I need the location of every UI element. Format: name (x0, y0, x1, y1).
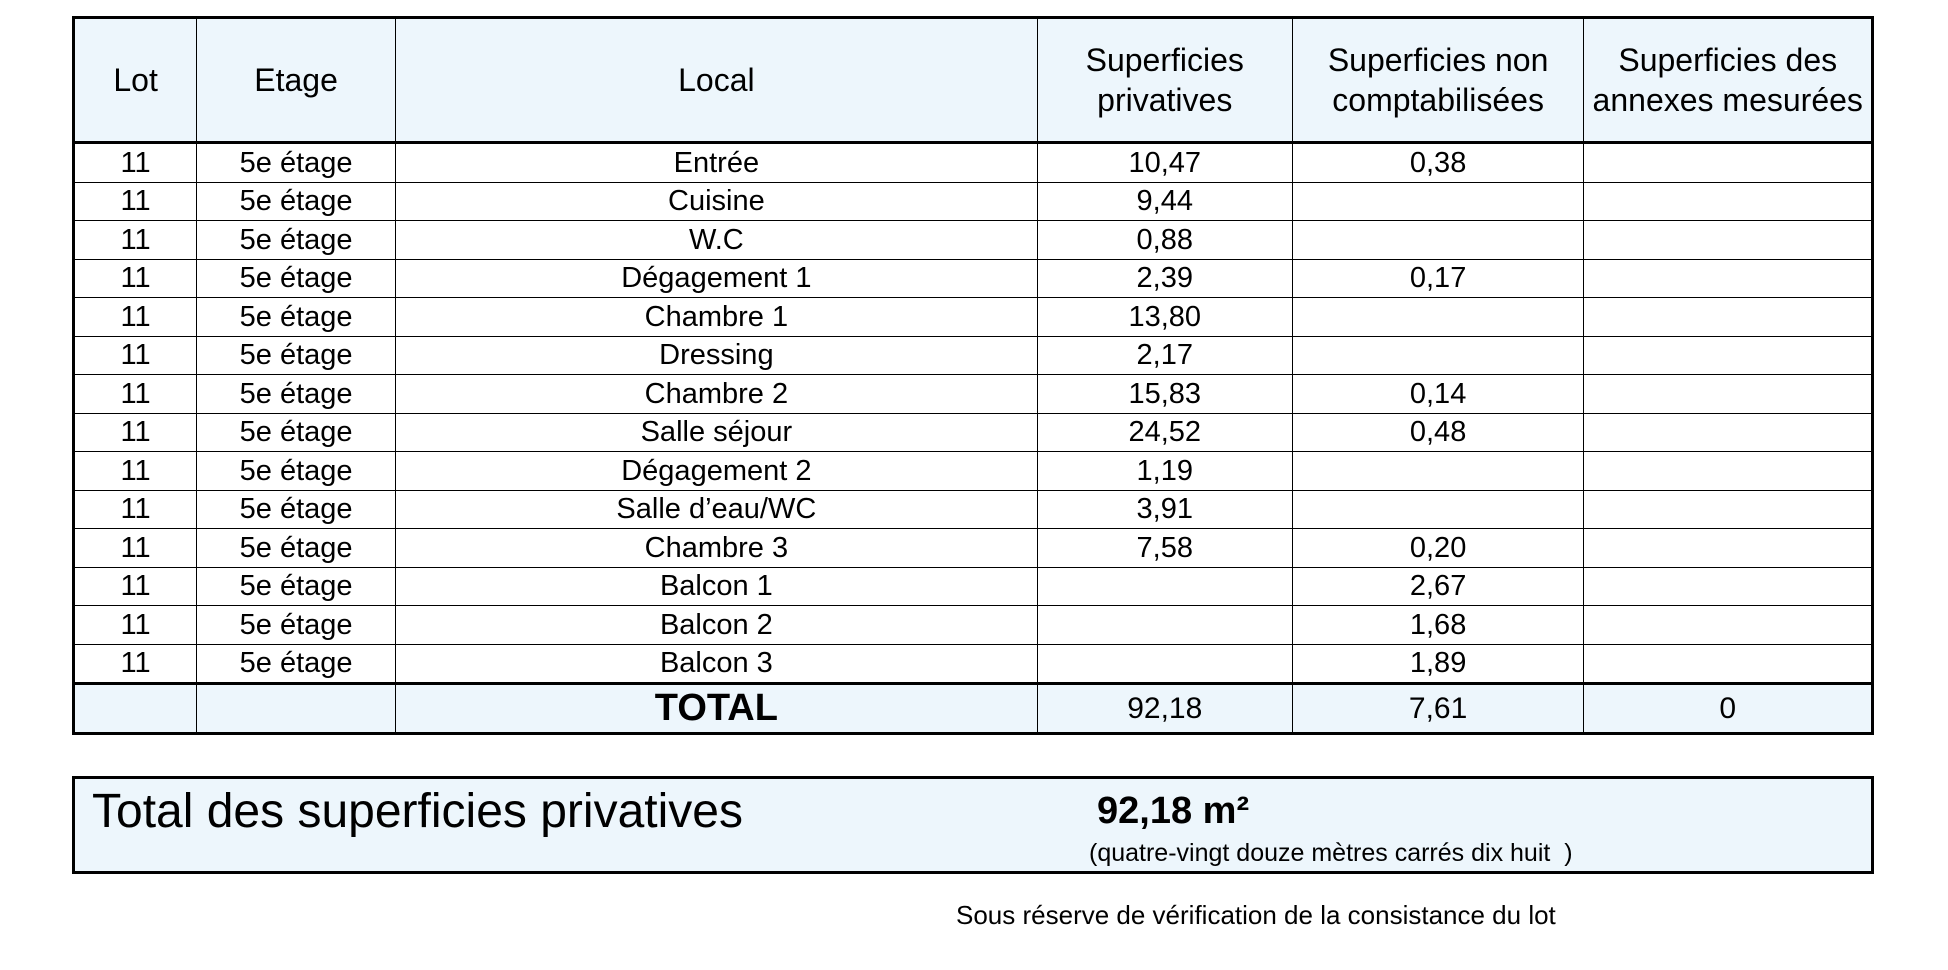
annexes-cell (1584, 143, 1873, 183)
lot-cell: 11 (74, 143, 197, 183)
privatives-cell: 2,39 (1037, 259, 1292, 298)
annexes-cell (1584, 644, 1873, 684)
lot-cell: 11 (74, 375, 197, 414)
table-row (74, 221, 1873, 260)
privatives-cell: 3,91 (1037, 490, 1292, 529)
etage-cell: 5e étage (197, 606, 396, 645)
etage-cell: 5e étage (197, 375, 396, 414)
table-row (74, 259, 1873, 298)
header-etage: Etage (197, 18, 396, 143)
privatives-cell (1037, 606, 1292, 645)
privatives-cell (1037, 644, 1292, 684)
lot-cell: 11 (74, 529, 197, 568)
lot-cell: 11 (74, 182, 197, 221)
privatives-cell: 15,83 (1037, 375, 1292, 414)
annexes-cell (1584, 298, 1873, 337)
local-cell: Chambre 3 (395, 529, 1037, 568)
non-comptabilisees-cell (1292, 452, 1584, 491)
local-cell: Dressing (395, 336, 1037, 375)
local-cell: Dégagement 1 (395, 259, 1037, 298)
privatives-cell: 24,52 (1037, 413, 1292, 452)
annexes-cell (1584, 606, 1873, 645)
privatives-cell: 9,44 (1037, 182, 1292, 221)
etage-cell: 5e étage (197, 336, 396, 375)
annexes-cell (1584, 375, 1873, 414)
lot-cell: 11 (74, 606, 197, 645)
etage-cell: 5e étage (197, 567, 396, 606)
etage-cell: 5e étage (197, 529, 396, 568)
etage-cell: 5e étage (197, 259, 396, 298)
non-comptabilisees-cell (1292, 182, 1584, 221)
footer-note: Sous réserve de vérification de la consistance du lot (956, 900, 1556, 930)
table-row (74, 452, 1873, 491)
local-cell: Balcon 2 (395, 606, 1037, 645)
surface-table (72, 16, 1874, 735)
table-body (74, 143, 1873, 684)
non-comptabilisees-cell: 0,48 (1292, 413, 1584, 452)
non-comptabilisees-cell: 0,17 (1292, 259, 1584, 298)
table-row (74, 336, 1873, 375)
privatives-cell: 2,17 (1037, 336, 1292, 375)
etage-cell: 5e étage (197, 644, 396, 684)
etage-cell: 5e étage (197, 182, 396, 221)
etage-cell: 5e étage (197, 413, 396, 452)
total-lot-cell (74, 684, 197, 734)
lot-cell: 11 (74, 298, 197, 337)
local-cell: Chambre 2 (395, 375, 1037, 414)
etage-cell: 5e étage (197, 221, 396, 260)
annexes-cell (1584, 336, 1873, 375)
privatives-cell: 0,88 (1037, 221, 1292, 260)
header-local: Local (395, 18, 1037, 143)
etage-cell: 5e étage (197, 298, 396, 337)
etage-cell: 5e étage (197, 143, 396, 183)
privatives-cell (1037, 567, 1292, 606)
total-summary-box (72, 776, 1874, 874)
table-row (74, 413, 1873, 452)
table-row (74, 143, 1873, 183)
table-row (74, 298, 1873, 337)
annexes-cell (1584, 452, 1873, 491)
table-row (74, 529, 1873, 568)
lot-cell: 11 (74, 221, 197, 260)
annexes-cell (1584, 221, 1873, 260)
privatives-cell: 1,19 (1037, 452, 1292, 491)
lot-cell: 11 (74, 567, 197, 606)
etage-cell: 5e étage (197, 490, 396, 529)
privatives-cell: 7,58 (1037, 529, 1292, 568)
table-header-row (74, 18, 1873, 143)
annexes-cell (1584, 567, 1873, 606)
table-row (74, 182, 1873, 221)
non-comptabilisees-cell: 0,20 (1292, 529, 1584, 568)
non-comptabilisees-cell: 1,68 (1292, 606, 1584, 645)
header-annexes: Superficies des annexes mesurées (1584, 18, 1873, 143)
lot-cell: 11 (74, 336, 197, 375)
total-etage-cell (197, 684, 396, 734)
table-row (74, 567, 1873, 606)
privatives-cell: 10,47 (1037, 143, 1292, 183)
total-label: TOTAL (395, 684, 1037, 734)
non-comptabilisees-cell: 2,67 (1292, 567, 1584, 606)
total-summary-value: 92,18 m² (1097, 790, 1250, 832)
header-privatives: Superficies privatives (1037, 18, 1292, 143)
local-cell: W.C (395, 221, 1037, 260)
lot-cell: 11 (74, 259, 197, 298)
lot-cell: 11 (74, 644, 197, 684)
total-summary-words: (quatre-vingt douze mètres carrés dix huit ) (1089, 839, 1573, 867)
local-cell: Chambre 1 (395, 298, 1037, 337)
header-non-comptabilisees: Superficies non comptabilisées (1292, 18, 1584, 143)
total-privatives: 92,18 (1037, 684, 1292, 734)
annexes-cell (1584, 182, 1873, 221)
total-non-comptabilisees: 7,61 (1292, 684, 1584, 734)
annexes-cell (1584, 529, 1873, 568)
table-row (74, 606, 1873, 645)
local-cell: Salle d’eau/WC (395, 490, 1037, 529)
table-row (74, 644, 1873, 684)
annexes-cell (1584, 490, 1873, 529)
non-comptabilisees-cell: 0,38 (1292, 143, 1584, 183)
table-row (74, 490, 1873, 529)
lot-cell: 11 (74, 452, 197, 491)
non-comptabilisees-cell (1292, 298, 1584, 337)
non-comptabilisees-cell (1292, 490, 1584, 529)
lot-cell: 11 (74, 413, 197, 452)
etage-cell: 5e étage (197, 452, 396, 491)
non-comptabilisees-cell: 1,89 (1292, 644, 1584, 684)
non-comptabilisees-cell (1292, 336, 1584, 375)
local-cell: Dégagement 2 (395, 452, 1037, 491)
privatives-cell: 13,80 (1037, 298, 1292, 337)
non-comptabilisees-cell (1292, 221, 1584, 260)
total-row (74, 684, 1873, 734)
annexes-cell (1584, 413, 1873, 452)
lot-cell: 11 (74, 490, 197, 529)
non-comptabilisees-cell: 0,14 (1292, 375, 1584, 414)
local-cell: Entrée (395, 143, 1037, 183)
local-cell: Cuisine (395, 182, 1037, 221)
header-lot: Lot (74, 18, 197, 143)
total-annexes: 0 (1584, 684, 1873, 734)
table-row (74, 375, 1873, 414)
total-summary-title: Total des superficies privatives (92, 785, 743, 838)
local-cell: Balcon 1 (395, 567, 1037, 606)
annexes-cell (1584, 259, 1873, 298)
local-cell: Balcon 3 (395, 644, 1037, 684)
local-cell: Salle séjour (395, 413, 1037, 452)
